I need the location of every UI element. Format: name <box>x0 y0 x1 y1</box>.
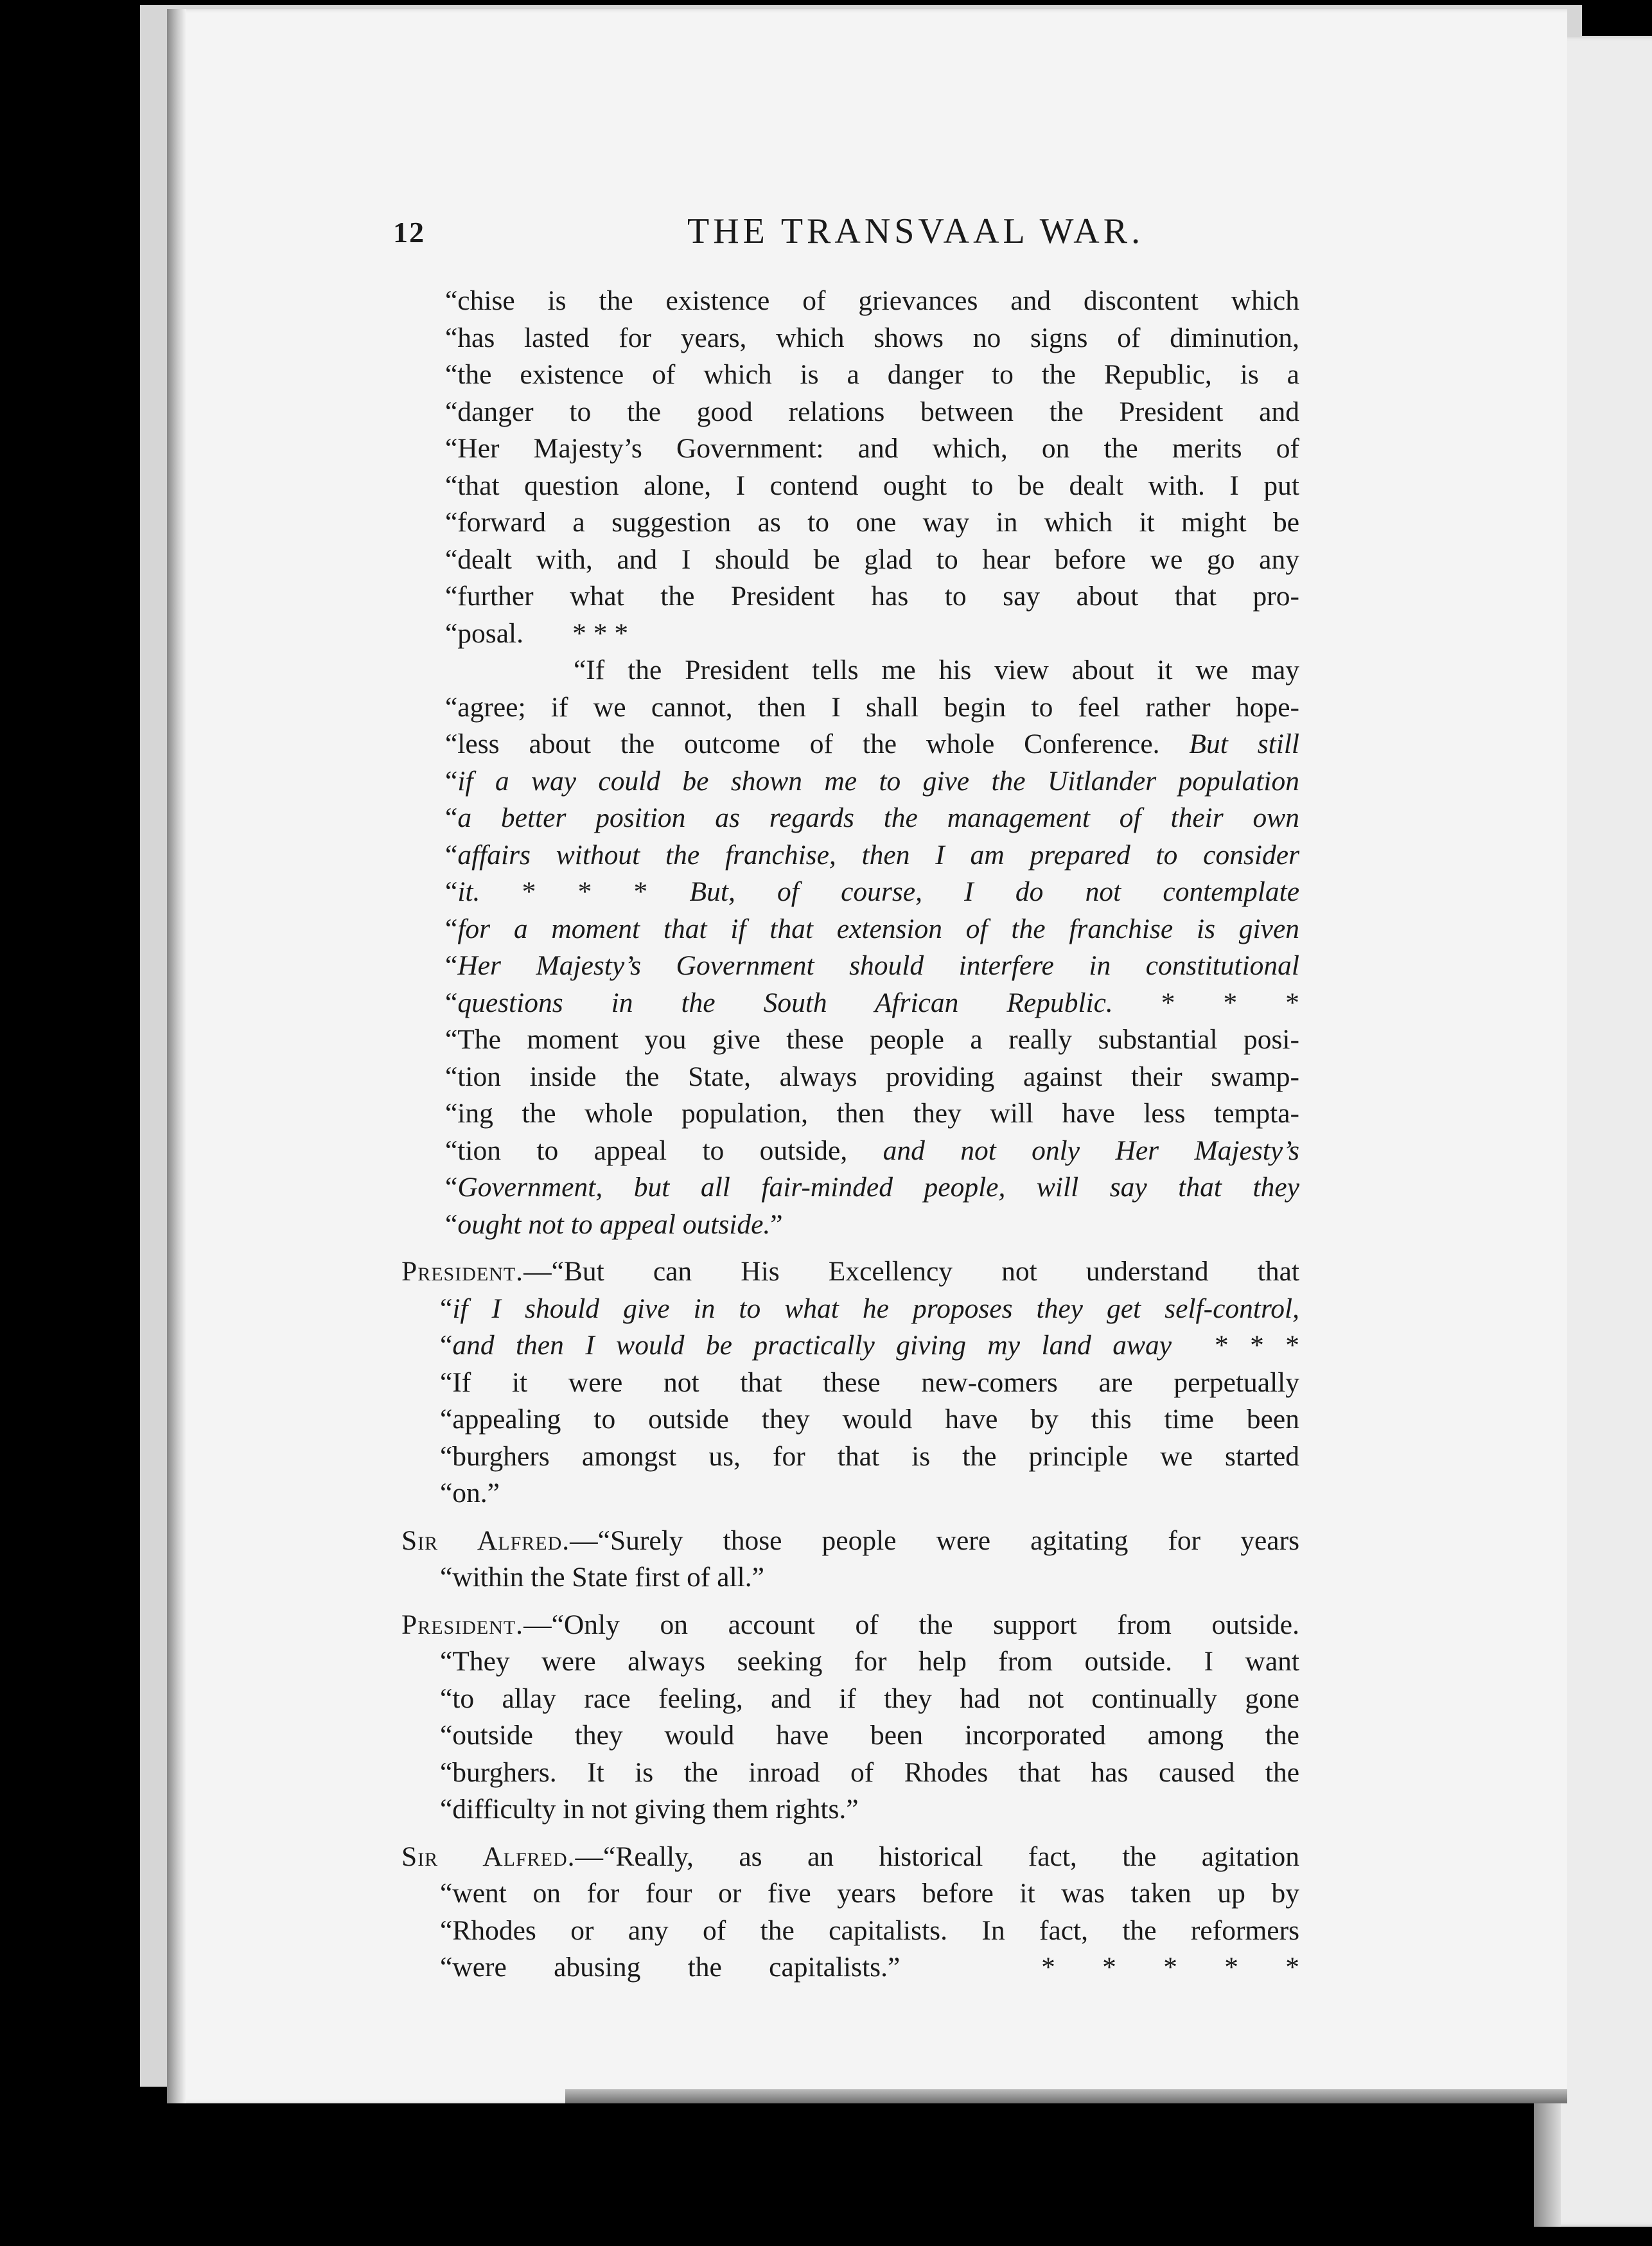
text-line: “If the President tells me his view about it we may <box>574 655 1299 685</box>
text-line: “posal. * * * <box>445 617 629 649</box>
speaker-name: Sir Alfred. <box>401 1525 570 1556</box>
text-line: “They were always seeking for help from outside. I want <box>440 1646 1299 1677</box>
text-line: “that question alone, I contend ought to be dealt with. I put <box>445 470 1299 501</box>
text-line: “danger to the good relations between the President and <box>445 396 1299 427</box>
text-line: “Her Majesty’s Government should interfere in constitutional <box>445 950 1299 981</box>
text-line: “to allay race feeling, and if they had not continually gone <box>440 1683 1299 1714</box>
dialogue-turn-president-1 <box>401 1253 1299 1512</box>
text-line: “difficulty in not giving them rights.” <box>440 1794 859 1825</box>
page-number: 12 <box>393 216 425 249</box>
ellipsis-stars: * * * <box>572 617 629 649</box>
text-line: “on.” <box>440 1478 500 1508</box>
running-title: THE TRANSVAAL WAR. <box>687 211 1145 251</box>
speaker-name: President. <box>401 1609 524 1640</box>
text-line: “questions in the South African Republic. * * * <box>445 987 1300 1018</box>
text-line: “went on for four or five years before it was taken up by <box>440 1878 1299 1909</box>
text-line: “ought not to appeal outside.” <box>445 1208 783 1240</box>
text-line: “outside they would have been incorporated among the <box>440 1720 1299 1751</box>
text-line: “Rhodes or any of the capitalists. In fact, the reformers <box>440 1914 1299 1946</box>
text-line: “and then I would be practically giving my land away * * * <box>440 1330 1300 1361</box>
page-bottom-edge <box>565 2089 1567 2103</box>
text-line: “the existence of which is a danger to the Republic, is a <box>445 359 1299 390</box>
text-line: “if a way could be shown me to give the Uitlander population <box>445 765 1299 797</box>
text-line: “were abusing the capitalists.” * * * * * <box>440 1952 1299 1983</box>
speaker-name: President. <box>401 1256 524 1287</box>
ellipsis-stars: * * * * * <box>1041 1952 1299 1983</box>
ellipsis-stars: * * * <box>522 876 648 907</box>
text-line: “for a moment that if that extension of the franchise is given <box>445 913 1299 944</box>
ellipsis-stars: * * * <box>1214 1330 1300 1361</box>
text-line: President.—“Only on account of the support from outside. <box>401 1609 1299 1640</box>
dialogue-turn-president-2 <box>401 1607 1299 1828</box>
text-line: “affairs without the franchise, then I am prepared to consider <box>445 839 1299 871</box>
text-line: “dealt with, and I should be glad to hear before we go any <box>445 544 1299 575</box>
text-line: “if I should give in to what he proposes they get self-control, <box>440 1293 1299 1324</box>
text-line: “less about the outcome of the whole Conference. But still <box>445 729 1299 759</box>
page-body <box>401 283 1300 1986</box>
speaker-name: Sir Alfred. <box>401 1841 576 1872</box>
text-line: “burghers. It is the inroad of Rhodes that has caused the <box>440 1756 1299 1788</box>
text-line: Sir Alfred.—“Really, as an historical fact, the agitation <box>401 1841 1299 1872</box>
dialogue-turn-sir-alfred-2 <box>401 1839 1299 1986</box>
text-line: “chise is the existence of grievances and discontent which <box>445 285 1299 316</box>
text-line: “If it were not that these new-comers are perpetually <box>440 1366 1299 1398</box>
text-line: “appealing to outside they would have by this time been <box>440 1404 1299 1435</box>
paragraph-2 <box>445 652 1299 1243</box>
text-line: “further what the President has to say about that pro- <box>445 581 1299 612</box>
text-line: “within the State first of all.” <box>440 1562 764 1593</box>
text-line: “a better position as regards the management of their own <box>445 802 1299 833</box>
page-gutter-shadow <box>167 9 186 2103</box>
ellipsis-stars: * * * <box>1161 987 1300 1018</box>
italic-text: But still <box>1189 729 1299 759</box>
text-line: President.—“But can His Excellency not understand that <box>401 1256 1299 1287</box>
text-line: “it. * * * But, of course, I do not contemplate <box>445 876 1300 907</box>
dialogue-turn-sir-alfred-1 <box>401 1523 1299 1596</box>
text-line: “burghers amongst us, for that is the principle we started <box>440 1440 1299 1472</box>
text-line: “tion to appeal to outside, and not only Her Majesty’s <box>445 1135 1299 1166</box>
text-line: Sir Alfred.—“Surely those people were agitating for years <box>401 1525 1300 1556</box>
text-line: “agree; if we cannot, then I shall begin to feel rather hope- <box>445 691 1299 723</box>
text-line: “Her Majesty’s Government: and which, on the merits of <box>445 433 1299 464</box>
text-line: “tion inside the State, always providing against their swamp- <box>445 1061 1299 1092</box>
text-line: “forward a suggestion as to one way in which it might be <box>445 507 1299 538</box>
text-line: “The moment you give these people a really substantial posi- <box>445 1024 1299 1055</box>
text-line: “ing the whole population, then they will have less tempta- <box>445 1098 1299 1129</box>
paragraph-1 <box>445 283 1299 652</box>
text-line: “has lasted for years, which shows no signs of diminution, <box>445 322 1299 353</box>
text-line: “Government, but all fair-minded people, will say that they <box>445 1172 1299 1203</box>
